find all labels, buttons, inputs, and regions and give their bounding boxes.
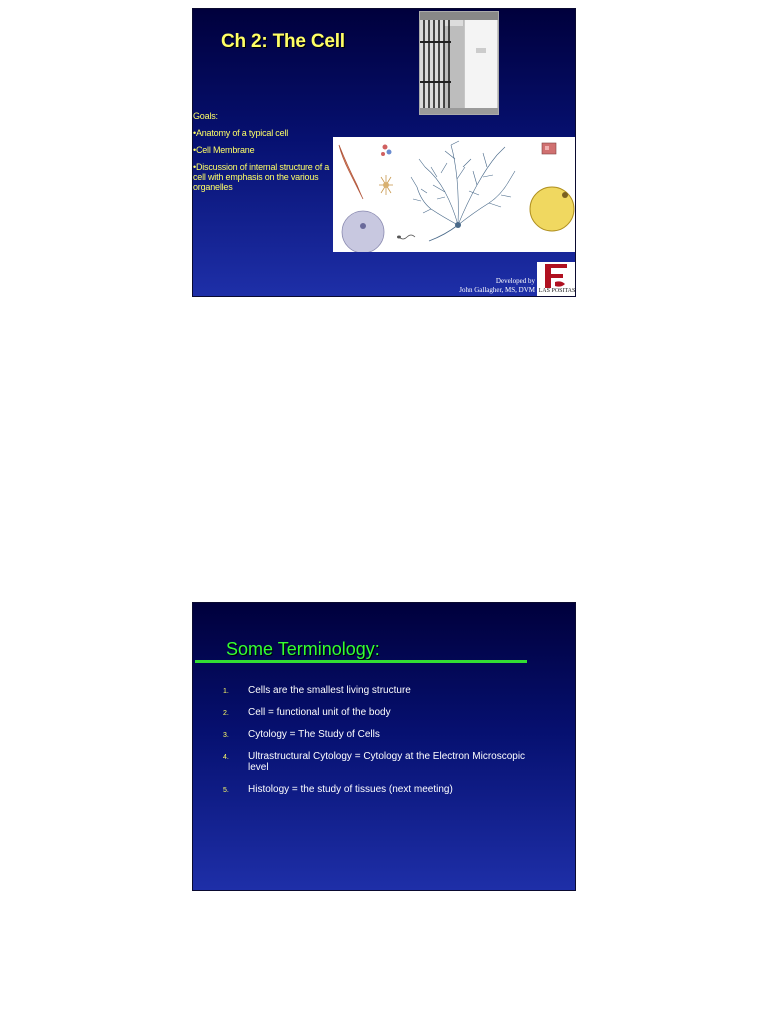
goals-list <box>193 111 333 199</box>
goal-item: •Discussion of internal structure of a cell with emphasis on the various organelles <box>193 162 330 192</box>
list-item <box>193 784 528 795</box>
list-item-text: Cell = functional unit of the body <box>248 707 391 718</box>
list-item <box>193 729 528 740</box>
slide-1-title: Ch 2: The Cell <box>221 31 345 52</box>
list-item <box>193 685 528 696</box>
list-item <box>193 751 528 773</box>
list-item-text: Ultrastructural Cytology = Cytology at the Electron Microscopic level <box>248 751 526 773</box>
credit-line-2: John Gallagher, MS, DVM <box>459 286 535 294</box>
list-item-number: 2. <box>223 710 229 717</box>
slide-1 <box>192 8 576 297</box>
list-item-text: Histology = the study of tissues (next meeting) <box>248 784 453 795</box>
list-item-number: 5. <box>223 787 229 794</box>
list-item-number: 1. <box>223 688 229 695</box>
goals-heading: Goals: <box>193 111 218 121</box>
title-underline <box>195 660 527 663</box>
slide-2 <box>192 602 576 891</box>
list-item-number: 3. <box>223 732 229 739</box>
college-logo <box>537 262 576 297</box>
goal-item: •Anatomy of a typical cell <box>193 128 288 138</box>
cell-types-illustration <box>333 137 576 252</box>
goal-item: •Cell Membrane <box>193 145 255 155</box>
author-credit <box>459 277 535 295</box>
list-item-text: Cells are the smallest living structure <box>248 685 411 696</box>
credit-line-1: Developed by <box>495 277 535 285</box>
terminology-list <box>193 685 576 806</box>
jail-cell-photo <box>419 11 499 115</box>
list-item <box>193 707 528 718</box>
list-item-number: 4. <box>223 754 229 761</box>
list-item-text: Cytology = The Study of Cells <box>248 729 380 740</box>
slide-2-title: Some Terminology: <box>226 639 380 659</box>
logo-text: LAS POSITAS <box>538 288 576 294</box>
